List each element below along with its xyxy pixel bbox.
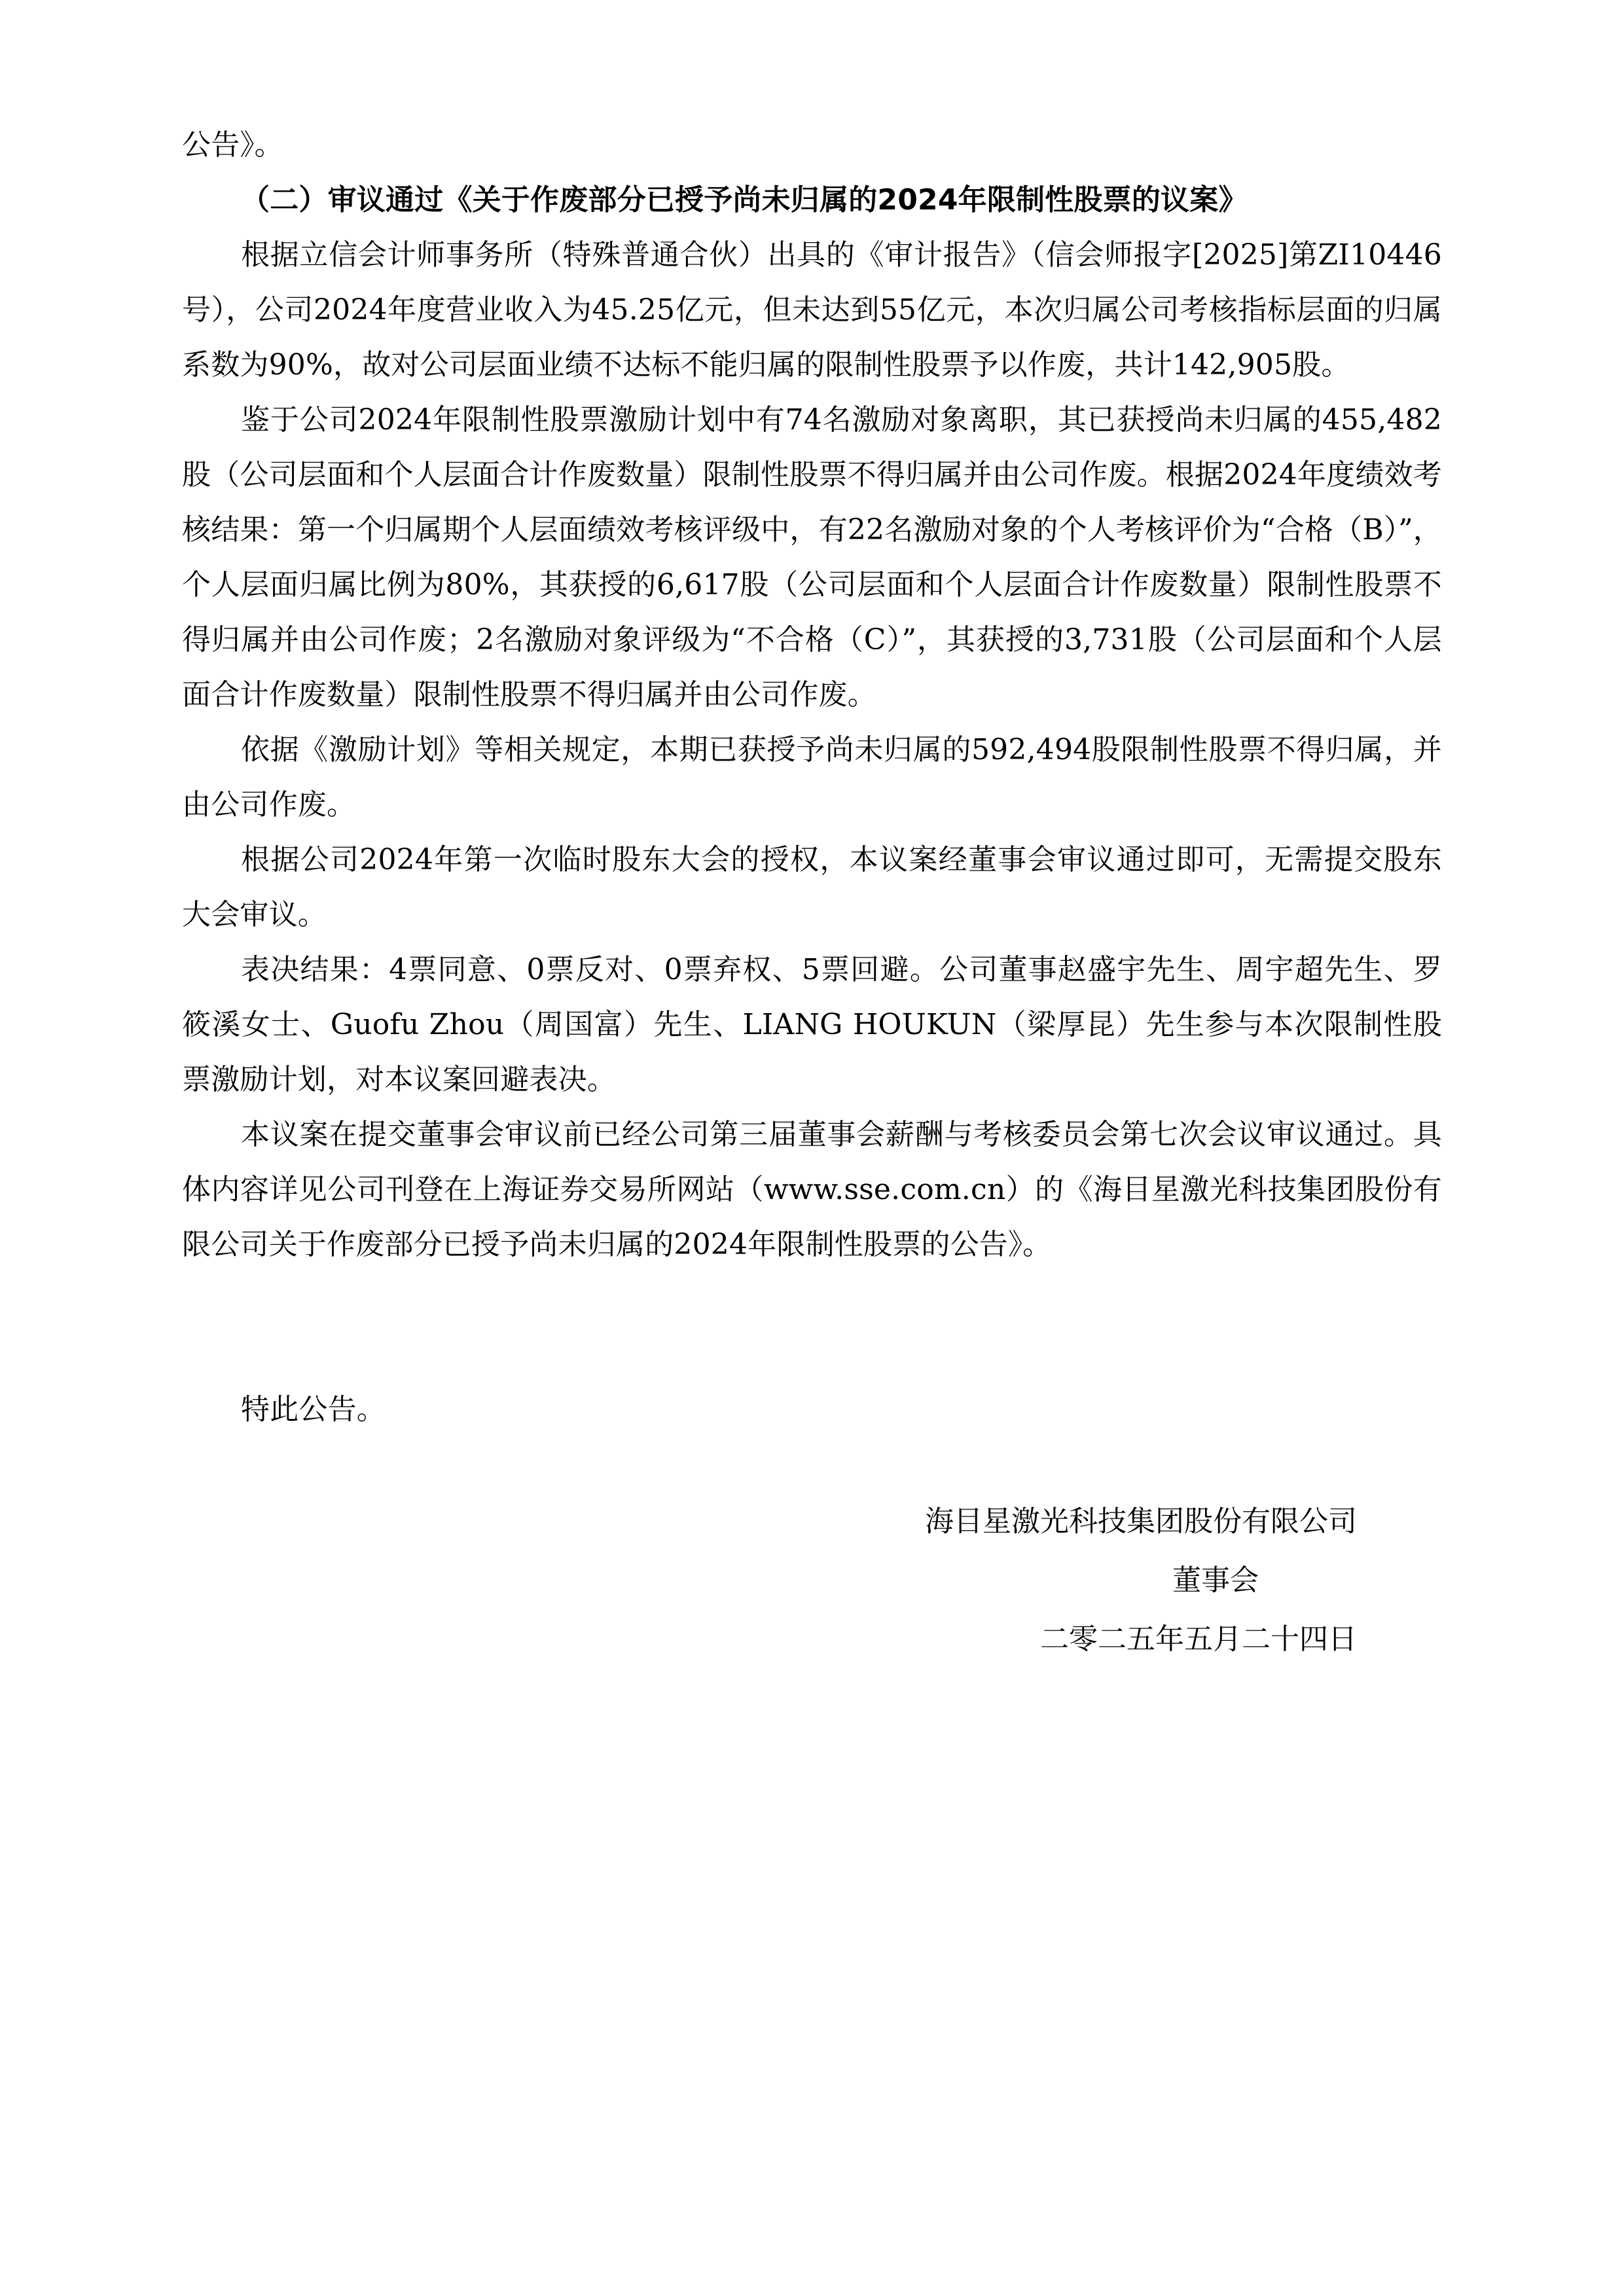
paragraph-resignation-and-grades: 鉴于公司2024年限制性股票激励计划中有74名激励对象离职，其已获授尚未归属的455,482股（公司层面和个人层面合计作废数量）限制性股票不得归属并由公司作废。根据2024年度绩效考核结果：第一个归属期个人层面绩效考核评级中，有22名激励对象的个人考核评价为“合格（B）”，个人层面归属比例为80%，其获授的6,617股（公司层面和个人层面合计作废数量）限制性股票不得归属并由公司作废；2名激励对象评级为“不合格（C）”，其获授的3,731股（公司层面和个人层面合计作废数量）限制性股票不得归属并由公司作废。 xyxy=(182,403,1442,711)
signature-block xyxy=(182,1492,1442,1669)
closing-statement: 特此公告。 xyxy=(241,1393,386,1426)
spacer xyxy=(182,1272,1442,1382)
signature-company: 海目星激光科技集团股份有限公司 xyxy=(925,1505,1357,1538)
signature-board: 董事会 xyxy=(1172,1564,1259,1597)
paragraph-total-cancellation: 依据《激励计划》等相关规定，本期已获授予尚未归属的592,494股限制性股票不得归属，并由公司作废。 xyxy=(182,733,1442,821)
signature-date: 二零二五年五月二十四日 xyxy=(1040,1623,1357,1656)
spacer-signature xyxy=(182,1437,1442,1492)
section-heading: （二）审议通过《关于作废部分已授予尚未归属的2024年限制性股票的议案》 xyxy=(241,183,1248,217)
paragraph-committee-review: 本议案在提交董事会审议前已经公司第三届董事会薪酬与考核委员会第七次会议审议通过。具体内容详见公司刊登在上海证券交易所网站（www.sse.com.cn）的《海目星激光科技集团股份有限公司关于作废部分已授予尚未归属的2024年限制性股票的公告》。 xyxy=(182,1118,1442,1261)
page-content xyxy=(182,118,1442,1669)
paragraph-audit-report: 根据立信会计师事务所（特殊普通合伙）出具的《审计报告》（信会师报字[2025]第ZI10446号），公司2024年度营业收入为45.25亿元，但未达到55亿元，本次归属公司考核指标层面的归属系数为90%，故对公司层面业绩不达标不能归属的限制性股票予以作废，共计142,905股。 xyxy=(182,238,1442,382)
paragraph-authorization: 根据公司2024年第一次临时股东大会的授权，本议案经董事会审议通过即可，无需提交股东大会审议。 xyxy=(182,843,1442,931)
continued-paragraph: 公告》。 xyxy=(182,128,283,162)
paragraph-voting-result: 表决结果：4票同意、0票反对、0票弃权、5票回避。公司董事赵盛宇先生、周宇超先生、罗筱溪女士、Guofu Zhou（周国富）先生、LIANG HOUKUN（梁厚昆）先生参与本次限制性股票激励计划，对本议案回避表决。 xyxy=(182,953,1442,1096)
